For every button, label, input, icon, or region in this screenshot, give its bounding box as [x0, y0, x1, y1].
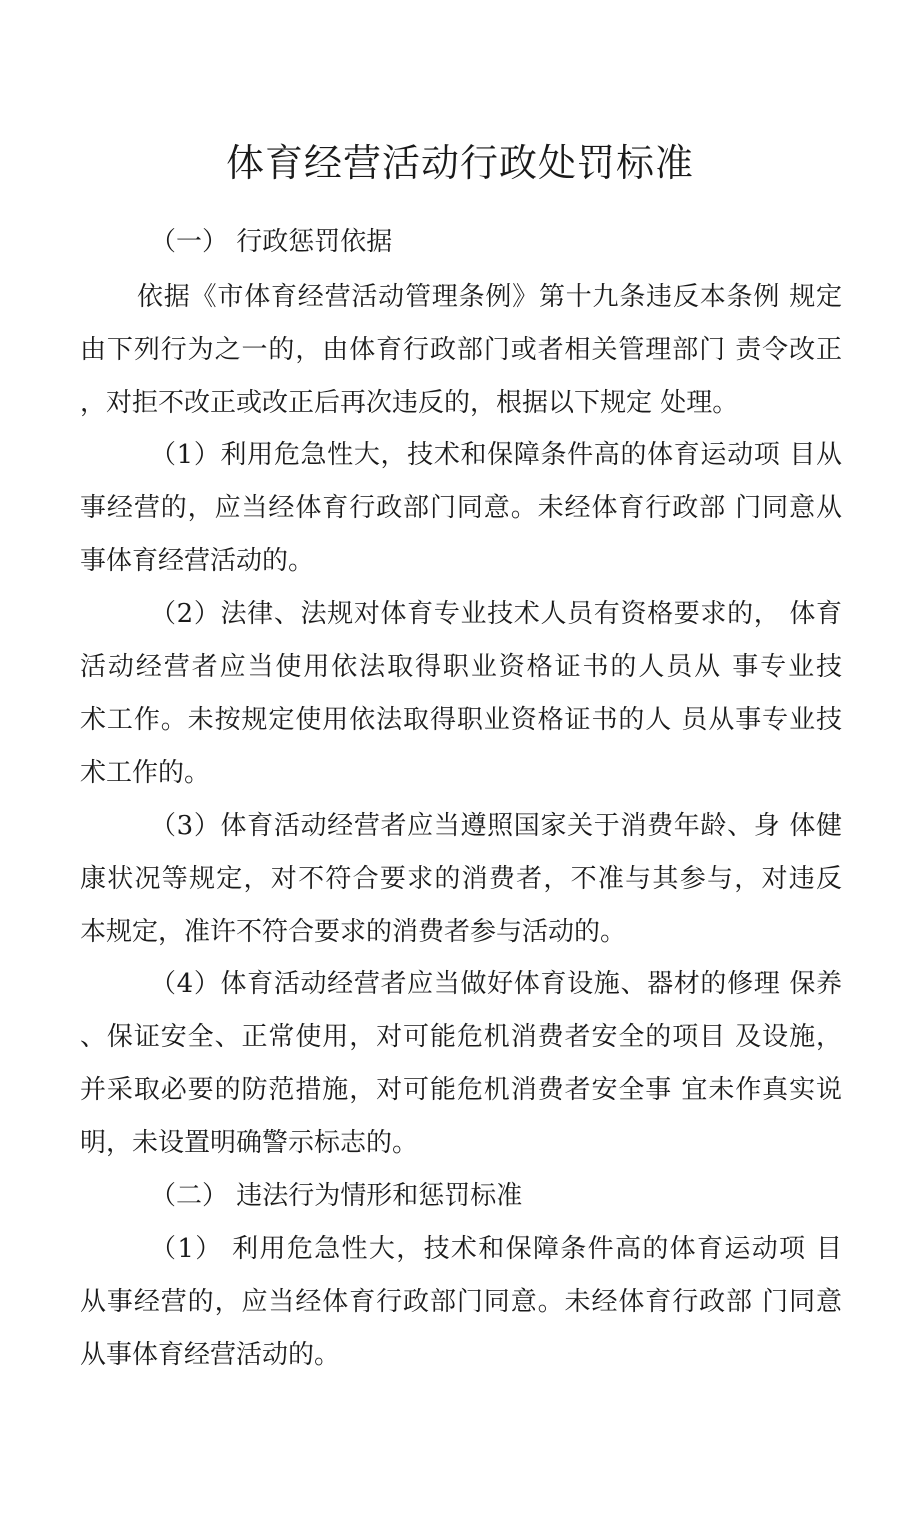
paragraph-line: 从事体育经营活动的。	[80, 1340, 341, 1370]
paragraph-line: （2）法律、法规对体育专业技术人员有资格要求的， 体育	[150, 599, 842, 629]
paragraph-line: （1）利用危急性大，技术和保障条件高的体育运动项 目从	[150, 440, 842, 470]
paragraph-line: （4）体育活动经营者应当做好体育设施、器材的修理 保养	[150, 969, 842, 999]
paragraph-line: 、保证安全、正常使用，对可能危机消费者安全的项目 及设施，	[80, 1022, 842, 1052]
paragraph-line: 从事经营的，应当经体育行政部门同意。未经体育行政部 门同意	[80, 1287, 842, 1317]
paragraph-line: 由下列行为之一的，由体育行政部门或者相关管理部门 责令改正	[80, 335, 842, 365]
paragraph-line: 事经营的，应当经体育行政部门同意。未经体育行政部 门同意从	[80, 493, 842, 523]
paragraph-line: 明，未设置明确警示标志的。	[80, 1128, 419, 1158]
paragraph-line: （1） 利用危急性大，技术和保障条件高的体育运动项 目	[150, 1234, 842, 1264]
paragraph-line: 康状况等规定，对不符合要求的消费者，不准与其参与，对违反	[80, 864, 842, 894]
section-heading: （二） 违法行为情形和惩罚标准	[150, 1181, 523, 1211]
document-title: 体育经营活动行政处罚标准	[225, 141, 694, 185]
section-heading: （一） 行政惩罚依据	[150, 227, 393, 257]
paragraph-line: 依据《市体育经营活动管理条例》第十九条违反本条例 规定	[137, 282, 842, 312]
paragraph-line: （3）体育活动经营者应当遵照国家关于消费年龄、身 体健	[150, 811, 842, 841]
paragraph-line: 活动经营者应当使用依法取得职业资格证书的人员从 事专业技	[80, 652, 842, 682]
paragraph-line: ，对拒不改正或改正后再次违反的，根据以下规定 处理。	[80, 388, 739, 418]
paragraph-line: 本规定，准许不符合要求的消费者参与活动的。	[80, 917, 627, 947]
paragraph-line: 并采取必要的防范措施，对可能危机消费者安全事 宜未作真实说	[80, 1075, 842, 1105]
paragraph-line: 术工作。未按规定使用依法取得职业资格证书的人 员从事专业技	[80, 705, 842, 735]
paragraph-line: 事体育经营活动的。	[80, 546, 315, 576]
paragraph-line: 术工作的。	[80, 758, 211, 788]
